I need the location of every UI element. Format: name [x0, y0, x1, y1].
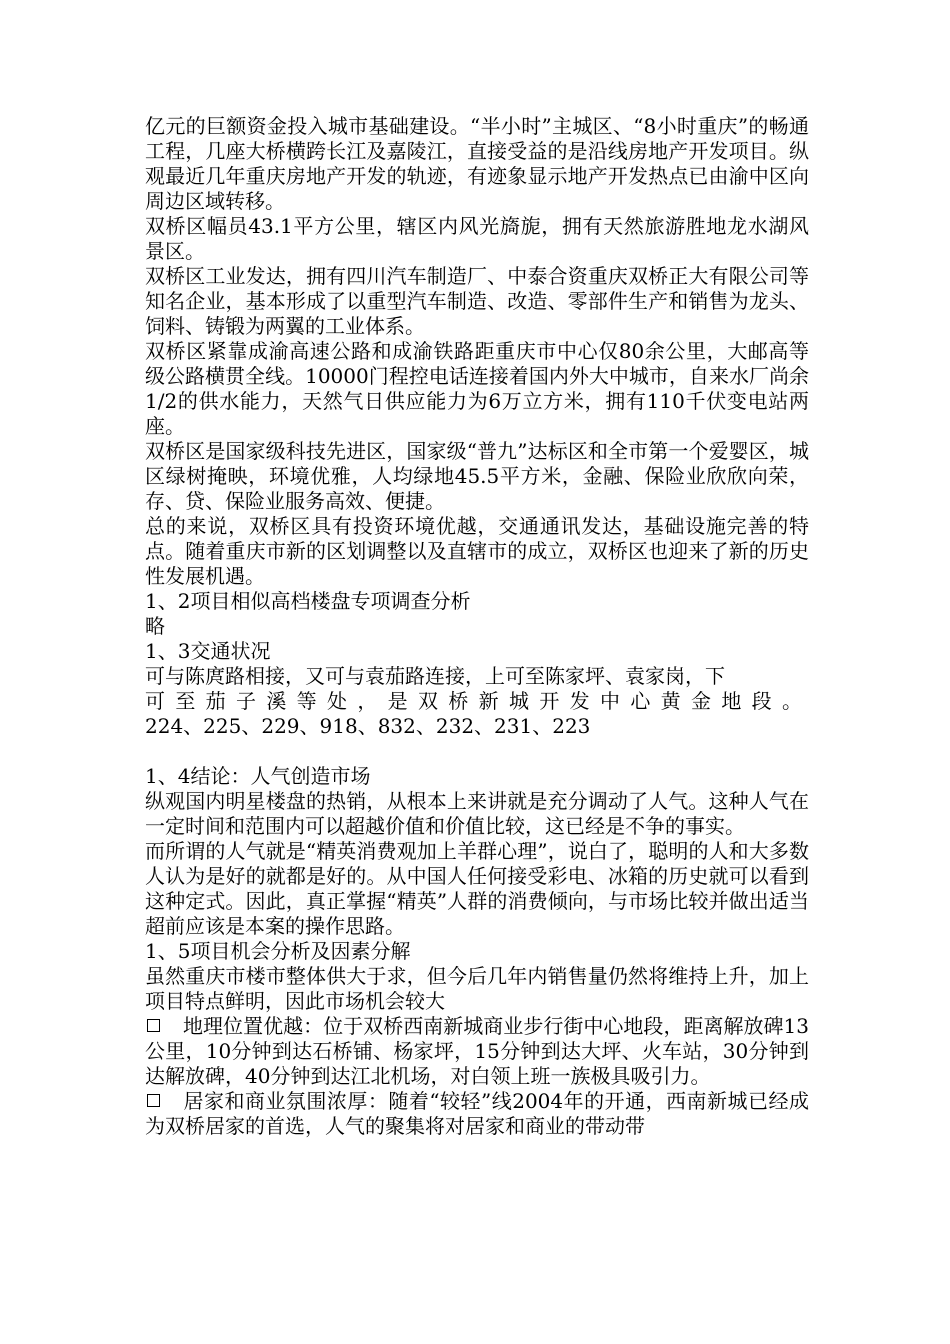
paragraph-elite-consumption: 而所谓的人气就是“精英消费观加上羊群心理”，说白了，聪明的人和大多数人认为是好的就都是好的。从中国人任何接受彩电、冰箱的历史就可以看到这种定式。因此，真正掌握“精英”人群的消费倾向，与市场比较并做出适当超前应该是本案的操作思路。: [145, 839, 809, 938]
paragraph-industry: 双桥区工业发达，拥有四川汽车制造厂、中泰合资重庆双桥正大有限公司等知名企业，基本形成了以重型汽车制造、改造、零部件生产和销售为龙头、饲料、铸锻为两翼的工业体系。: [145, 264, 809, 338]
document-body: [145, 114, 809, 1139]
checkbox-bullet-icon: [145, 1092, 165, 1110]
bullet-text: 居家和商业氛围浓厚：随着“较轻”线2004年的开通，西南新城已经成为双桥居家的首选，人气的聚集将对居家和商业的带动带: [145, 1089, 809, 1138]
blank-line: [145, 739, 809, 764]
section-heading-1-3: 1、3交通状况: [145, 639, 271, 663]
paragraph-area: 双桥区幅员43.1平方公里，辖区内风光旖旎，拥有天然旅游胜地龙水湖风景区。: [145, 214, 809, 263]
paragraph-traffic-line2: 可至茄子溪等处，是双桥新城开发中心黄金地段。: [145, 689, 809, 713]
bullet-text: 地理位置优越：位于双桥西南新城商业步行街中心地段，距离解放碑13公里，10分钟到达石桥铺、杨家坪，15分钟到达大坪、火车站，30分钟到达解放碑，40分钟到达江北机场，对白领上班一族极具吸引力。: [145, 1014, 809, 1088]
bullet-item-atmosphere: [145, 1089, 809, 1139]
paragraph-intro: 亿元的巨额资金投入城市基础建设。“半小时”主城区、“8小时重庆”的畅通工程，几座大桥横跨长江及嘉陵江，直接受益的是沿线房地产开发项目。纵观最近几年重庆房地产开发的轨迹，有迹象显示地产开发热点已由渝中区向周边区域转移。: [145, 114, 809, 213]
paragraph-summary: 总的来说，双桥区具有投资环境优越，交通通讯发达，基础设施完善的特点。随着重庆市新的区划调整以及直辖市的成立，双桥区也迎来了新的历史性发展机遇。: [145, 514, 809, 588]
section-heading-1-2: 1、2项目相似高档楼盘专项调查分析: [145, 589, 471, 613]
paragraph-popularity: 纵观国内明星楼盘的热销，从根本上来讲就是充分调动了人气。这种人气在一定时间和范围内可以超越价值和价值比较，这已经是不争的事实。: [145, 789, 809, 838]
paragraph-transport-infra: 双桥区紧靠成渝高速公路和成渝铁路距重庆市中心仅80余公里，大邮高等级公路横贯全线。10000门程控电话连接着国内外大中城市，自来水厂尚余1/2的供水能力，天然气日供应能力为6万立方米，拥有110千伏变电站两座。: [145, 339, 809, 438]
paragraph-market-opportunity: 虽然重庆市楼市整体供大于求，但今后几年内销售量仍然将维持上升，加上项目特点鲜明，因此市场机会较大: [145, 964, 809, 1013]
section-body-omitted: 略: [145, 614, 165, 638]
section-heading-1-4: 1、4结论：人气创造市场: [145, 764, 371, 788]
paragraph-environment: 双桥区是国家级科技先进区，国家级“普九”达标区和全市第一个爱婴区，城区绿树掩映，环境优雅，人均绿地45.5平方米，金融、保险业欣欣向荣，存、贷、保险业服务高效、便捷。: [145, 439, 809, 513]
bullet-item-location: [145, 1014, 809, 1089]
section-heading-1-5: 1、5项目机会分析及因素分解: [145, 939, 411, 963]
paragraph-traffic-line1: 可与陈庹路相接，又可与袁茄路连接，上可至陈家坪、袁家岗，下: [145, 664, 725, 688]
checkbox-bullet-icon: [145, 1017, 165, 1035]
bus-routes: 224、225、229、918、832、232、231、223: [145, 714, 591, 738]
